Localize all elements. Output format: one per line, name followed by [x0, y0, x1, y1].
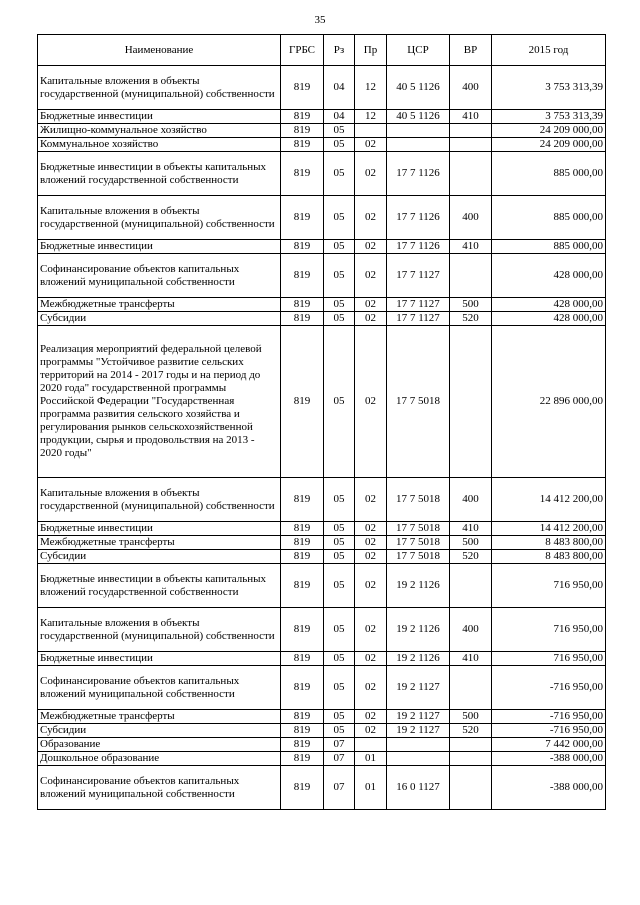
row-amount: 428 000,00: [492, 254, 606, 298]
row-amount: 14 412 200,00: [492, 522, 606, 536]
row-grbs: 819: [281, 550, 324, 564]
table-row: [38, 666, 606, 710]
row-vr: 410: [450, 522, 492, 536]
row-csr: 19 2 1127: [387, 666, 450, 710]
row-name: Субсидии: [38, 312, 281, 326]
row-name: Капитальные вложения в объекты государственной (муниципальной) собственности: [38, 608, 281, 652]
row-rz: 05: [324, 240, 355, 254]
row-rz: 05: [324, 124, 355, 138]
row-amount: 885 000,00: [492, 196, 606, 240]
row-csr: [387, 138, 450, 152]
row-grbs: 819: [281, 138, 324, 152]
row-rz: 05: [324, 564, 355, 608]
row-vr: 400: [450, 196, 492, 240]
table-row: [38, 550, 606, 564]
row-grbs: 819: [281, 564, 324, 608]
table-row: [38, 724, 606, 738]
header-csr: ЦСР: [387, 35, 450, 66]
row-amount: 8 483 800,00: [492, 550, 606, 564]
row-amount: -388 000,00: [492, 766, 606, 810]
table-row: [38, 138, 606, 152]
row-rz: 05: [324, 312, 355, 326]
row-vr: [450, 326, 492, 478]
row-pr: 02: [355, 298, 387, 312]
row-csr: 19 2 1126: [387, 564, 450, 608]
row-pr: 02: [355, 522, 387, 536]
table-row: [38, 298, 606, 312]
row-pr: 02: [355, 240, 387, 254]
row-grbs: 819: [281, 298, 324, 312]
row-name: Межбюджетные трансферты: [38, 298, 281, 312]
row-pr: 01: [355, 752, 387, 766]
row-grbs: 819: [281, 738, 324, 752]
row-rz: 05: [324, 326, 355, 478]
row-pr: 02: [355, 550, 387, 564]
row-vr: [450, 138, 492, 152]
row-grbs: 819: [281, 652, 324, 666]
row-vr: 410: [450, 240, 492, 254]
row-pr: 02: [355, 326, 387, 478]
row-name: Коммунальное хозяйство: [38, 138, 281, 152]
row-csr: 17 7 1126: [387, 152, 450, 196]
table-row: [38, 752, 606, 766]
row-rz: 04: [324, 66, 355, 110]
row-csr: 17 7 1127: [387, 312, 450, 326]
row-csr: 19 2 1126: [387, 652, 450, 666]
row-pr: 02: [355, 724, 387, 738]
row-amount: 14 412 200,00: [492, 478, 606, 522]
row-name: Софинансирование объектов капитальных вложений муниципальной собственности: [38, 766, 281, 810]
table-row: [38, 312, 606, 326]
row-name: Образование: [38, 738, 281, 752]
row-name: Бюджетные инвестиции: [38, 522, 281, 536]
row-pr: 02: [355, 152, 387, 196]
row-csr: [387, 752, 450, 766]
row-amount: -388 000,00: [492, 752, 606, 766]
row-amount: 716 950,00: [492, 608, 606, 652]
row-name: Капитальные вложения в объекты государственной (муниципальной) собственности: [38, 196, 281, 240]
row-csr: 19 2 1127: [387, 710, 450, 724]
row-name: Капитальные вложения в объекты государственной (муниципальной) собственности: [38, 478, 281, 522]
row-pr: 02: [355, 254, 387, 298]
budget-table: [37, 34, 606, 810]
row-grbs: 819: [281, 752, 324, 766]
row-pr: 12: [355, 110, 387, 124]
row-pr: [355, 738, 387, 752]
row-grbs: 819: [281, 152, 324, 196]
row-vr: [450, 738, 492, 752]
table-row: [38, 710, 606, 724]
row-name: Межбюджетные трансферты: [38, 710, 281, 724]
row-name: Субсидии: [38, 724, 281, 738]
table-row: [38, 478, 606, 522]
row-name: Бюджетные инвестиции: [38, 652, 281, 666]
row-name: Реализация мероприятий федеральной целевой программы "Устойчивое развитие сельских территорий на 2014 - 2017 годы и на период до 2020 года" государственной программы Российской Федерации "Государственная программа развития сельского хозяйства и регулирования рынков сельскохозяйственной продукции, сырья и продовольствия на 2013 - 2020 годы": [38, 326, 281, 478]
row-csr: 19 2 1127: [387, 724, 450, 738]
row-rz: 07: [324, 766, 355, 810]
row-vr: 410: [450, 652, 492, 666]
header-year: 2015 год: [492, 35, 606, 66]
row-amount: 885 000,00: [492, 152, 606, 196]
row-grbs: 819: [281, 110, 324, 124]
row-vr: 520: [450, 724, 492, 738]
row-csr: 17 7 5018: [387, 478, 450, 522]
row-name: Дошкольное образование: [38, 752, 281, 766]
row-pr: 02: [355, 312, 387, 326]
row-grbs: 819: [281, 124, 324, 138]
row-csr: 17 7 5018: [387, 550, 450, 564]
row-rz: 04: [324, 110, 355, 124]
row-vr: 500: [450, 536, 492, 550]
row-csr: 17 7 5018: [387, 326, 450, 478]
table-row: [38, 254, 606, 298]
row-amount: 885 000,00: [492, 240, 606, 254]
row-vr: 400: [450, 608, 492, 652]
row-rz: 05: [324, 608, 355, 652]
row-vr: 400: [450, 66, 492, 110]
row-pr: 01: [355, 766, 387, 810]
row-grbs: 819: [281, 666, 324, 710]
row-amount: -716 950,00: [492, 724, 606, 738]
table-row: [38, 536, 606, 550]
row-grbs: 819: [281, 766, 324, 810]
row-amount: 428 000,00: [492, 298, 606, 312]
row-pr: 02: [355, 652, 387, 666]
row-pr: 02: [355, 710, 387, 724]
row-amount: 7 442 000,00: [492, 738, 606, 752]
table-row: [38, 326, 606, 478]
row-amount: 8 483 800,00: [492, 536, 606, 550]
table-row: [38, 564, 606, 608]
table-row: [38, 608, 606, 652]
row-rz: 05: [324, 550, 355, 564]
row-grbs: 819: [281, 254, 324, 298]
row-csr: 19 2 1126: [387, 608, 450, 652]
table-row: [38, 522, 606, 536]
row-rz: 05: [324, 196, 355, 240]
row-name: Бюджетные инвестиции в объекты капитальных вложений государственной собственности: [38, 152, 281, 196]
row-pr: 12: [355, 66, 387, 110]
row-rz: 05: [324, 478, 355, 522]
row-csr: 16 0 1127: [387, 766, 450, 810]
row-vr: [450, 124, 492, 138]
table-row: [38, 152, 606, 196]
row-grbs: 819: [281, 710, 324, 724]
row-vr: 500: [450, 298, 492, 312]
row-name: Софинансирование объектов капитальных вложений муниципальной собственности: [38, 666, 281, 710]
table-row: [38, 240, 606, 254]
table-row: [38, 110, 606, 124]
row-amount: 24 209 000,00: [492, 124, 606, 138]
row-name: Жилищно-коммунальное хозяйство: [38, 124, 281, 138]
header-vr: ВР: [450, 35, 492, 66]
row-rz: 05: [324, 666, 355, 710]
row-grbs: 819: [281, 196, 324, 240]
row-pr: 02: [355, 536, 387, 550]
row-pr: 02: [355, 608, 387, 652]
row-grbs: 819: [281, 724, 324, 738]
row-csr: 17 7 1127: [387, 254, 450, 298]
row-name: Капитальные вложения в объекты государственной (муниципальной) собственности: [38, 66, 281, 110]
row-rz: 05: [324, 522, 355, 536]
row-amount: 716 950,00: [492, 652, 606, 666]
row-name: Межбюджетные трансферты: [38, 536, 281, 550]
row-vr: [450, 152, 492, 196]
row-amount: 716 950,00: [492, 564, 606, 608]
row-csr: 40 5 1126: [387, 66, 450, 110]
row-grbs: 819: [281, 478, 324, 522]
row-vr: [450, 752, 492, 766]
row-grbs: 819: [281, 608, 324, 652]
row-pr: 02: [355, 478, 387, 522]
row-pr: 02: [355, 666, 387, 710]
row-vr: 520: [450, 312, 492, 326]
header-pr: Пр: [355, 35, 387, 66]
row-csr: 17 7 1126: [387, 240, 450, 254]
table-header-row: [38, 35, 606, 66]
row-rz: 05: [324, 724, 355, 738]
row-rz: 07: [324, 738, 355, 752]
row-rz: 05: [324, 254, 355, 298]
row-amount: 428 000,00: [492, 312, 606, 326]
row-rz: 07: [324, 752, 355, 766]
row-amount: -716 950,00: [492, 666, 606, 710]
table-row: [38, 738, 606, 752]
row-csr: 17 7 5018: [387, 522, 450, 536]
row-grbs: 819: [281, 312, 324, 326]
header-name: Наименование: [38, 35, 281, 66]
table-row: [38, 66, 606, 110]
row-grbs: 819: [281, 240, 324, 254]
row-csr: 17 7 1126: [387, 196, 450, 240]
row-rz: 05: [324, 652, 355, 666]
row-name: Субсидии: [38, 550, 281, 564]
row-name: Бюджетные инвестиции в объекты капитальных вложений государственной собственности: [38, 564, 281, 608]
row-amount: -716 950,00: [492, 710, 606, 724]
row-csr: 17 7 5018: [387, 536, 450, 550]
row-csr: 17 7 1127: [387, 298, 450, 312]
table-row: [38, 124, 606, 138]
row-grbs: 819: [281, 326, 324, 478]
header-rz: Рз: [324, 35, 355, 66]
row-rz: 05: [324, 138, 355, 152]
row-csr: [387, 124, 450, 138]
row-grbs: 819: [281, 522, 324, 536]
row-rz: 05: [324, 152, 355, 196]
row-vr: 410: [450, 110, 492, 124]
row-pr: [355, 124, 387, 138]
row-pr: 02: [355, 196, 387, 240]
row-rz: 05: [324, 298, 355, 312]
row-vr: [450, 666, 492, 710]
row-vr: [450, 254, 492, 298]
row-vr: [450, 564, 492, 608]
table-row: [38, 652, 606, 666]
row-vr: 500: [450, 710, 492, 724]
row-grbs: 819: [281, 66, 324, 110]
row-amount: 22 896 000,00: [492, 326, 606, 478]
table-row: [38, 766, 606, 810]
row-vr: [450, 766, 492, 810]
row-csr: [387, 738, 450, 752]
row-rz: 05: [324, 710, 355, 724]
header-grbs: ГРБС: [281, 35, 324, 66]
row-amount: 24 209 000,00: [492, 138, 606, 152]
table-row: [38, 196, 606, 240]
row-pr: 02: [355, 564, 387, 608]
row-amount: 3 753 313,39: [492, 66, 606, 110]
row-grbs: 819: [281, 536, 324, 550]
row-vr: 400: [450, 478, 492, 522]
row-pr: 02: [355, 138, 387, 152]
row-name: Софинансирование объектов капитальных вложений муниципальной собственности: [38, 254, 281, 298]
page-number: 35: [314, 14, 326, 26]
row-name: Бюджетные инвестиции: [38, 240, 281, 254]
row-vr: 520: [450, 550, 492, 564]
row-rz: 05: [324, 536, 355, 550]
row-amount: 3 753 313,39: [492, 110, 606, 124]
row-csr: 40 5 1126: [387, 110, 450, 124]
row-name: Бюджетные инвестиции: [38, 110, 281, 124]
